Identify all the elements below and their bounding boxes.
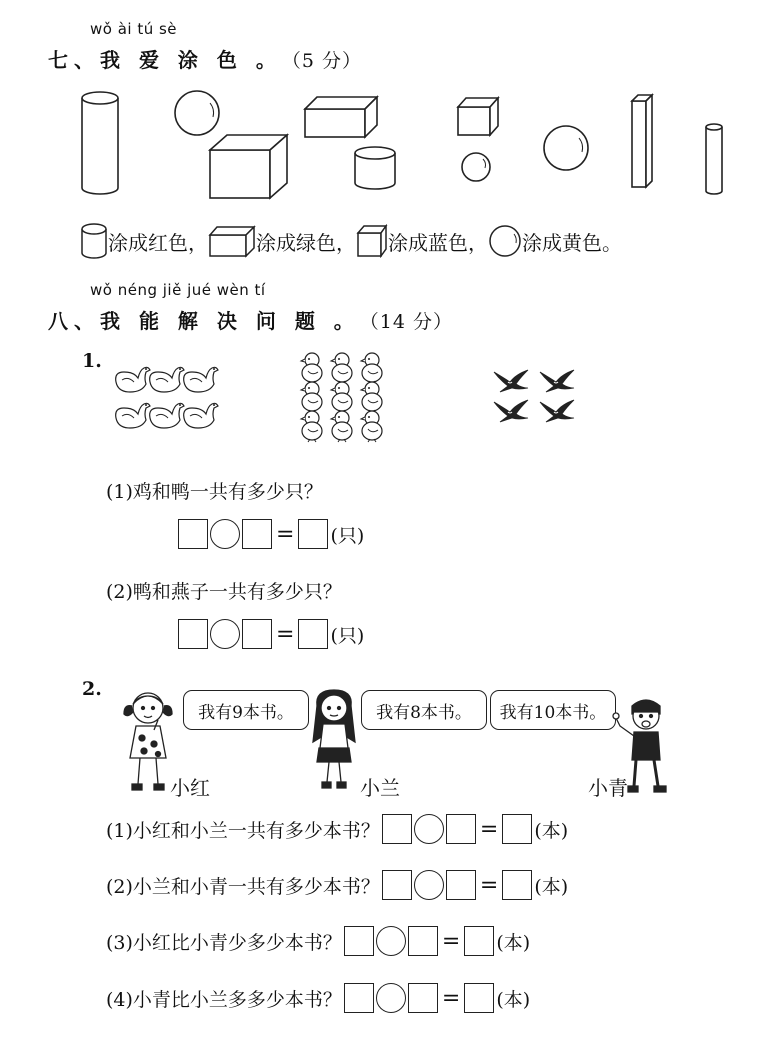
problem2-question-3: (3)小红比小青少多少本书？ xyxy=(106,931,342,954)
name-xiaoqing: 小青 xyxy=(588,776,628,800)
tall-cuboid-icon[interactable] xyxy=(632,95,652,187)
large-cube-icon[interactable] xyxy=(210,135,287,198)
instruction-green: 涂成绿色， xyxy=(256,230,356,255)
equals-sign: = xyxy=(441,985,461,1011)
equals-sign: = xyxy=(479,816,499,842)
operator-circle[interactable] xyxy=(210,619,240,649)
problem2-row-4 xyxy=(106,983,530,1013)
result-box[interactable] xyxy=(298,519,328,549)
cuboid-icon[interactable] xyxy=(305,97,377,137)
answer-box[interactable] xyxy=(446,870,476,900)
unit-label: (本) xyxy=(534,819,569,842)
answer-box[interactable] xyxy=(446,814,476,844)
answer-box[interactable] xyxy=(242,619,272,649)
tall-cylinder-icon[interactable] xyxy=(82,92,118,194)
small-cube-icon[interactable] xyxy=(458,98,498,135)
problem1-equation-2 xyxy=(178,619,364,649)
girl-xiaolan-illustration xyxy=(305,686,363,798)
section8-score: （14 分） xyxy=(359,311,453,333)
instruction-blue: 涂成蓝色， xyxy=(388,230,488,255)
operator-circle[interactable] xyxy=(414,870,444,900)
chick-group-icon xyxy=(298,352,390,444)
answer-box[interactable] xyxy=(242,519,272,549)
unit-label: (只) xyxy=(330,624,365,647)
swallow-group-icon xyxy=(490,366,580,424)
name-xiaohong: 小红 xyxy=(170,776,210,800)
problem1-number: 1. xyxy=(82,350,102,372)
answer-box[interactable] xyxy=(178,519,208,549)
equals-sign: = xyxy=(479,872,499,898)
cuboid-icon xyxy=(208,224,256,258)
section7-score: （5 分） xyxy=(281,50,362,72)
problem2-number: 2. xyxy=(82,678,102,700)
color-instructions xyxy=(80,222,622,260)
answer-box[interactable] xyxy=(408,926,438,956)
equals-sign: = xyxy=(441,928,461,954)
speech-bubble-xiaoqing: 我有10本书。 xyxy=(490,690,616,730)
sphere-icon[interactable] xyxy=(175,91,219,135)
duck-group-icon xyxy=(112,358,220,436)
answer-box[interactable] xyxy=(382,870,412,900)
result-box[interactable] xyxy=(502,870,532,900)
answer-box[interactable] xyxy=(382,814,412,844)
operator-circle[interactable] xyxy=(414,814,444,844)
name-xiaolan: 小兰 xyxy=(360,776,400,800)
section7-title: 七、我 爱 涂 色 。 xyxy=(48,48,282,72)
sphere-icon xyxy=(488,224,522,258)
problem2-question-1: (1)小红和小兰一共有多少本书？ xyxy=(106,819,380,842)
section8-pinyin: wǒ néng jiě jué wèn tí xyxy=(90,281,266,299)
instruction-red: 涂成红色， xyxy=(108,230,208,255)
operator-circle[interactable] xyxy=(210,519,240,549)
solids-figure xyxy=(70,85,730,200)
result-box[interactable] xyxy=(502,814,532,844)
section7-heading xyxy=(48,44,362,73)
problem2-row-2 xyxy=(106,870,568,900)
section7-pinyin: wǒ ài tú sè xyxy=(90,20,178,38)
problem1-equation-1 xyxy=(178,519,364,549)
unit-label: (只) xyxy=(330,524,365,547)
unit-label: (本) xyxy=(496,988,531,1011)
problem2-question-4: (4)小青比小兰多多少本书？ xyxy=(106,988,342,1011)
answer-box[interactable] xyxy=(178,619,208,649)
result-box[interactable] xyxy=(464,983,494,1013)
equals-sign: = xyxy=(276,621,295,647)
operator-circle[interactable] xyxy=(376,926,406,956)
section8-heading xyxy=(48,305,453,334)
section8-title: 八、我 能 解 决 问 题 。 xyxy=(48,309,360,333)
problem2-row-3 xyxy=(106,926,530,956)
instruction-yellow: 涂成黄色。 xyxy=(522,230,622,255)
result-box[interactable] xyxy=(298,619,328,649)
cylinder-icon xyxy=(80,222,108,260)
equals-sign: = xyxy=(276,521,295,547)
unit-label: (本) xyxy=(534,875,569,898)
problem2-row-1 xyxy=(106,814,568,844)
operator-circle[interactable] xyxy=(376,983,406,1013)
unit-label: (本) xyxy=(496,931,531,954)
cube-icon xyxy=(356,224,388,258)
medium-sphere-icon[interactable] xyxy=(544,126,588,170)
problem1-question-1: (1)鸡和鸭一共有多少只？ xyxy=(106,481,323,503)
thin-cylinder-icon[interactable] xyxy=(706,124,722,194)
problem1-question-2: (2)鸭和燕子一共有多少只？ xyxy=(106,581,342,603)
short-cylinder-icon[interactable] xyxy=(355,147,395,189)
small-sphere-icon[interactable] xyxy=(462,153,490,181)
speech-bubble-xiaohong: 我有9本书。 xyxy=(183,690,309,730)
answer-box[interactable] xyxy=(344,926,374,956)
problem2-question-2: (2)小兰和小青一共有多少本书？ xyxy=(106,875,380,898)
speech-bubble-xiaolan: 我有8本书。 xyxy=(361,690,487,730)
answer-box[interactable] xyxy=(344,983,374,1013)
answer-box[interactable] xyxy=(408,983,438,1013)
result-box[interactable] xyxy=(464,926,494,956)
